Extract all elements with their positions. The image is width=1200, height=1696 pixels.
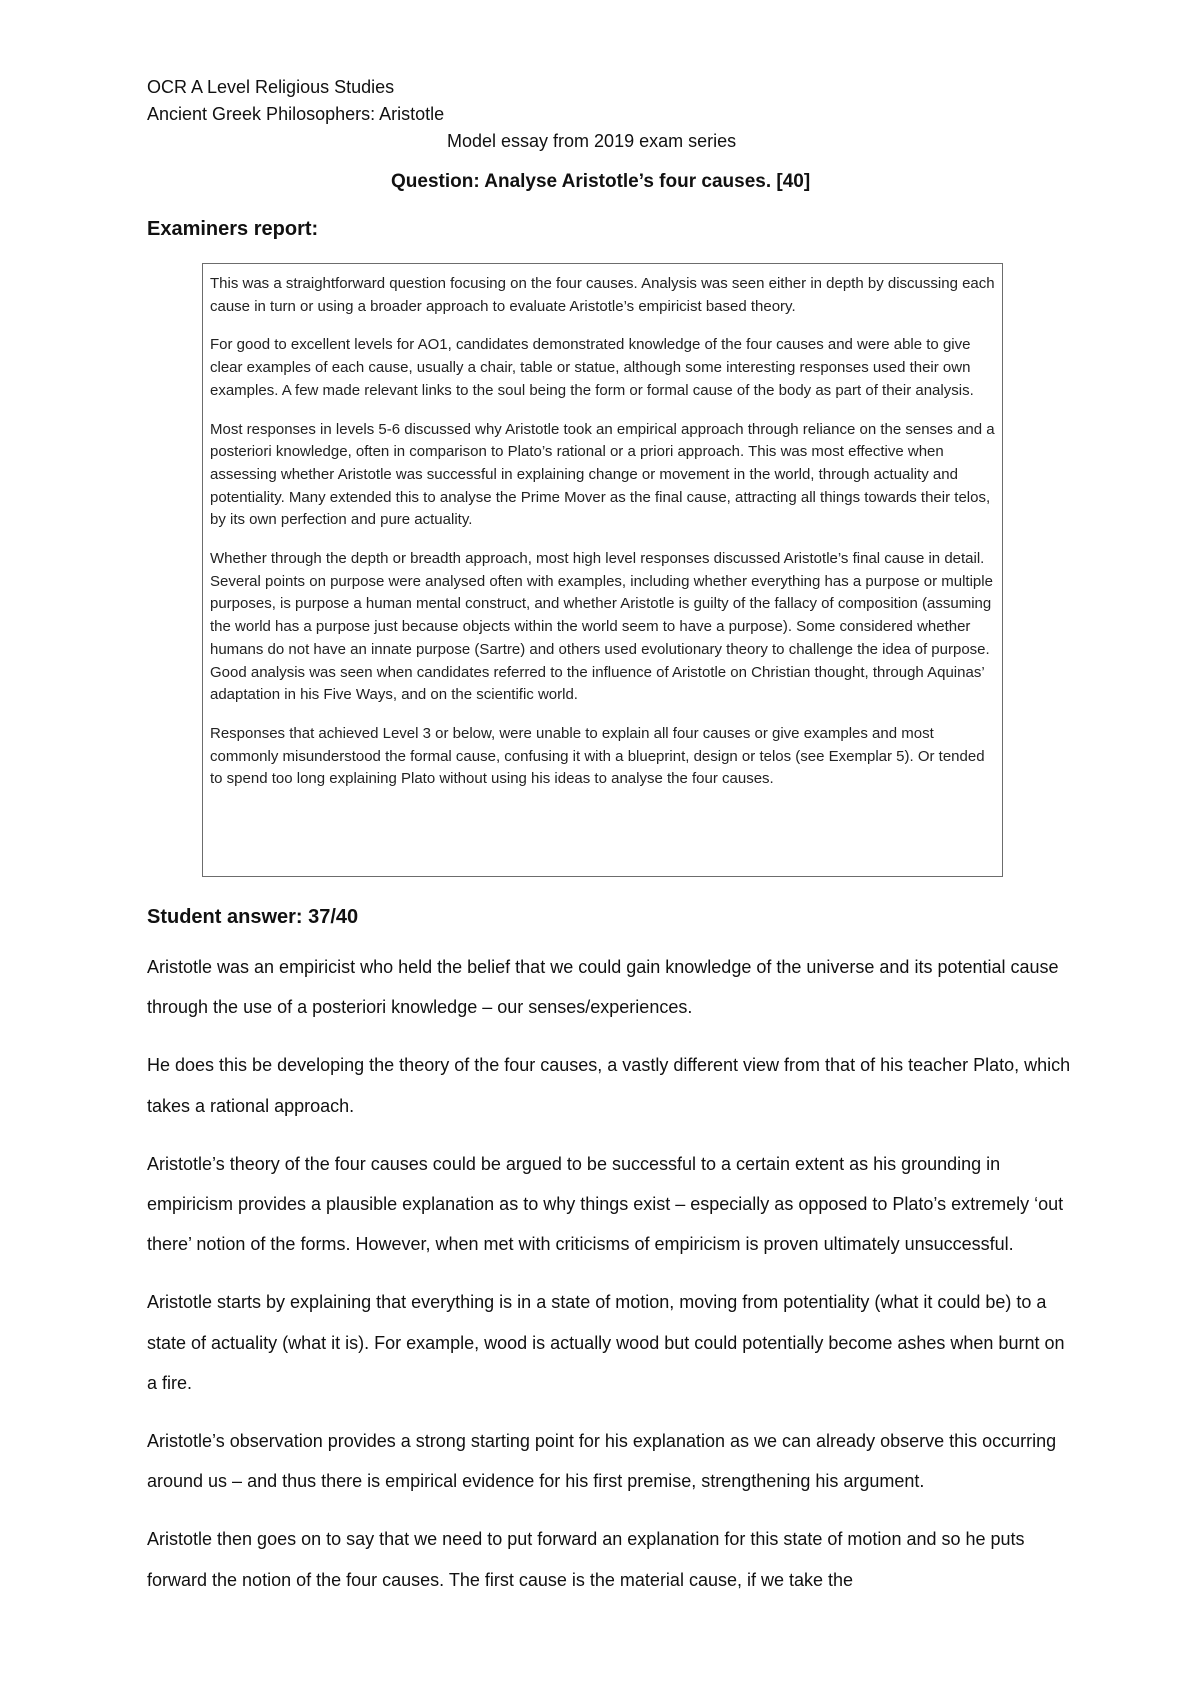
student-answer-heading: Student answer: 37/40: [147, 906, 359, 928]
course-title: OCR A Level Religious Studies: [147, 77, 395, 97]
report-paragraph-3: Most responses in levels 5-6 discussed why Aristotle took an empirical approach through reliance on the senses and a posteriori knowledge, often in comparison to Plato’s rational or a priori approach. This was most effective when assessing whether Aristotle was successful in explaining change or movement in the world, through actuality and potentiality. Many extended this to analyse the Prime Mover as the final cause, attracting all things towards their telos, by its own perfection and pure actuality.: [210, 420, 995, 529]
answer-paragraph-6: Aristotle then goes on to say that we need to put forward an explanation for this state of motion and so he puts forward the notion of the four causes. The first cause is the material cause, if we take the: [147, 1529, 1025, 1590]
examiners-report-heading: Examiners report:: [147, 218, 319, 240]
report-paragraph-1: This was a straightforward question focusing on the four causes. Analysis was seen either in depth by discussing each cause in turn or using a broader approach to evaluate Aristotle’s empiricist based theory.: [210, 275, 995, 315]
series-subtitle: Model essay from 2019 exam series: [447, 131, 737, 151]
examiners-report-box: [202, 263, 1003, 877]
question-heading: Question: Analyse Aristotle’s four causes. [40]: [391, 171, 811, 192]
student-answer-body: [147, 947, 1077, 1600]
report-paragraph-2: For good to excellent levels for AO1, candidates demonstrated knowledge of the four causes and were able to give clear examples of each cause, usually a chair, table or statue, although some interesting responses used their own examples. A few made relevant links to the soul being the form or formal cause of the body as part of their analysis.: [210, 336, 974, 399]
answer-paragraph-3: Aristotle’s theory of the four causes could be argued to be successful to a certain extent as his grounding in empiricism provides a plausible explanation as to why things exist – especially as opposed to Plato’s extremely ‘out there’ notion of the forms. However, when met with criticisms of empiricism is proven ultimately unsuccessful.: [147, 1153, 1064, 1255]
examiners-report-text: [210, 273, 995, 791]
answer-paragraph-1: Aristotle was an empiricist who held the belief that we could gain knowledge of the universe and its potential cause through the use of a posteriori knowledge – our senses/experiences.: [147, 957, 1059, 1018]
answer-paragraph-5: Aristotle’s observation provides a strong starting point for his explanation as we can already observe this occurring around us – and thus there is empirical evidence for his first premise, strengthening his argument.: [147, 1431, 1057, 1492]
answer-paragraph-4: Aristotle starts by explaining that everything is in a state of motion, moving from potentiality (what it could be) to a state of actuality (what it is). For example, wood is actually wood but could potentially become ashes when burnt on a fire.: [147, 1292, 1065, 1393]
answer-paragraph-2: He does this be developing the theory of the four causes, a vastly different view from that of his teacher Plato, which takes a rational approach.: [147, 1055, 1071, 1116]
report-paragraph-4: Whether through the depth or breadth approach, most high level responses discussed Aristotle’s final cause in detail. Several points on purpose were analysed often with examples, including whether everything has a purpose or multiple purposes, is purpose a human mental construct, and whether Aristotle is guilty of the fallacy of composition (assuming the world has a purpose just because objects within the world seem to have a purpose). Some considered whether humans do not have an innate purpose (Sartre) and others used evolutionary theory to challenge the idea of purpose. Good analysis was seen when candidates referred to the influence of Aristotle on Christian thought, through Aquinas’ adaptation in his Five Ways, and on the scientific world.: [210, 550, 993, 704]
report-paragraph-5: Responses that achieved Level 3 or below, were unable to explain all four causes or give examples and most commonly misunderstood the formal cause, confusing it with a blueprint, design or telos (see Exemplar 5). Or tended to spend too long explaining Plato without using his ideas to analyse the four causes.: [210, 724, 985, 788]
topic-title: Ancient Greek Philosophers: Aristotle: [147, 104, 445, 124]
